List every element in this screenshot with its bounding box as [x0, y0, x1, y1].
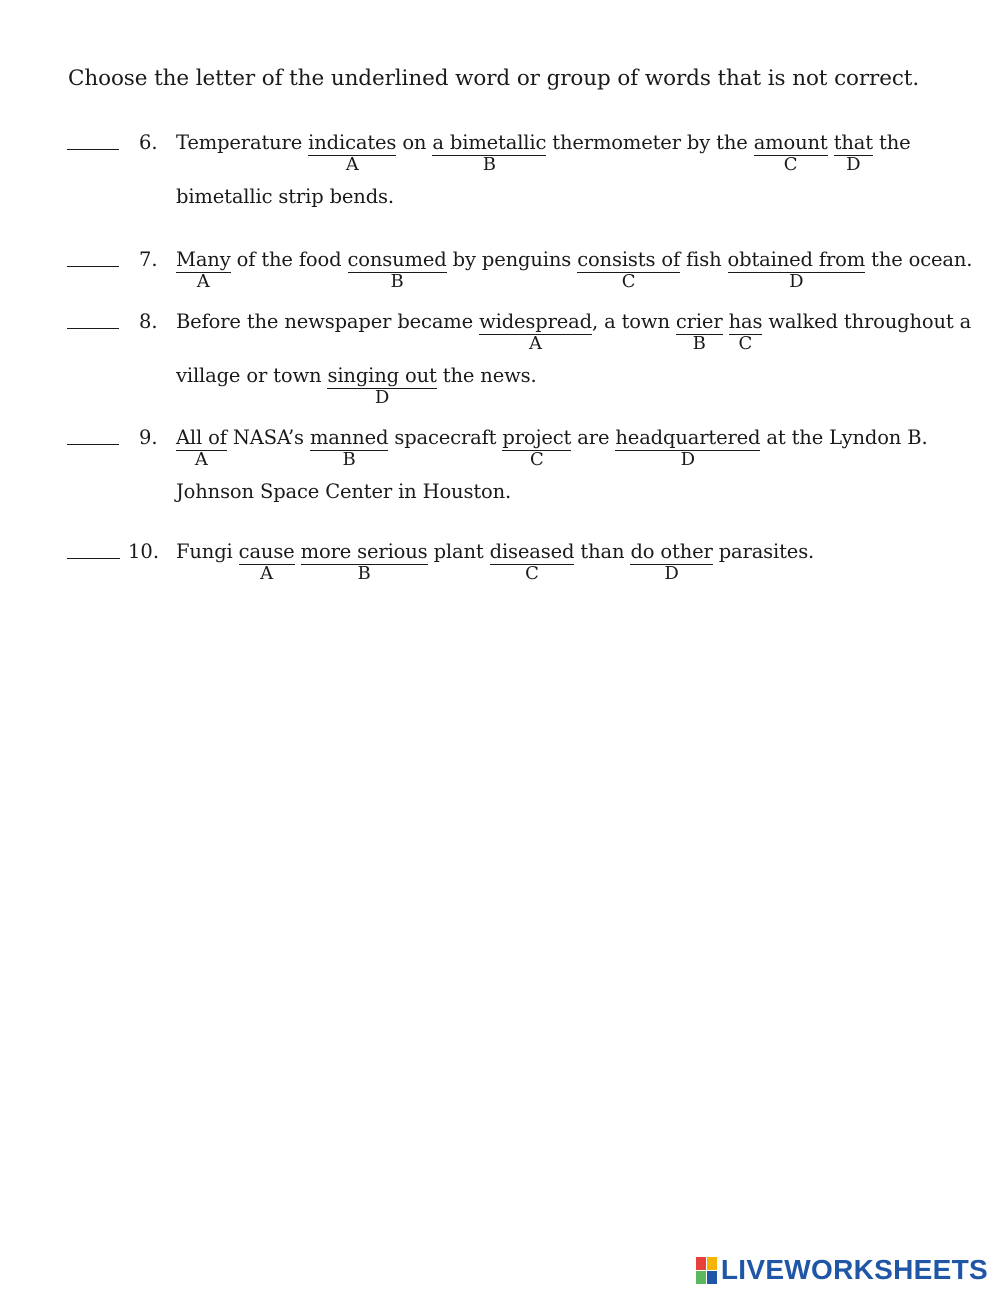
option-7-c: consists of C: [577, 248, 681, 292]
question-9-line-2: Johnson Space Center in Houston.: [176, 480, 512, 503]
option-10-d: do other D: [630, 540, 713, 584]
option-8-b: crier B: [675, 310, 723, 354]
option-8-c: has C: [728, 310, 763, 354]
option-8-a: widespread A: [479, 310, 592, 354]
option-10-b: more serious B: [300, 540, 428, 584]
question-number-10: 10.: [128, 540, 160, 563]
option-9-a: All of A: [176, 426, 227, 470]
answer-blank-6[interactable]: [67, 149, 119, 150]
option-9-b: manned B: [309, 426, 389, 470]
question-number-8: 8.: [139, 310, 158, 333]
liveworksheets-logo-icon: [696, 1257, 717, 1284]
option-7-a: Many A: [176, 248, 231, 292]
liveworksheets-logo-text: LIVEWORKSHEETS: [720, 1254, 988, 1285]
question-number-7: 7.: [139, 248, 158, 271]
option-9-d: headquartered D: [615, 426, 761, 470]
question-8-line-1: Before the newspaper became widespread A , a town crier B has C walked throughout a: [176, 310, 972, 354]
instructions-heading: Choose the letter of the underlined word or group of words that is not correct.: [68, 66, 920, 91]
option-6-d: that D: [833, 131, 873, 175]
option-10-a: cause A: [238, 540, 295, 584]
option-8-d: singing out D: [327, 364, 437, 408]
option-6-c: amount C: [753, 131, 828, 175]
question-number-9: 9.: [139, 426, 158, 449]
option-6-a: indicates A: [308, 131, 397, 175]
question-7-line-1: Many A of the food consumed B by penguins consists of C fish obtained from D the ocean.: [176, 248, 973, 292]
question-6-line-1: Temperature indicates A on a bimetallic B thermometer by the amount C that D the: [176, 131, 911, 175]
question-10-line-1: Fungi cause A more serious B plant diseased C than do other D parasites.: [176, 540, 815, 584]
option-7-d: obtained from D: [727, 248, 866, 292]
question-8-line-2: village or town singing out D the news.: [176, 364, 537, 408]
option-10-c: diseased C: [489, 540, 575, 584]
option-6-b: a bimetallic B: [432, 131, 547, 175]
liveworksheets-logo: [696, 1254, 988, 1286]
question-6-line-2: bimetallic strip bends.: [176, 185, 394, 208]
option-9-c: project C: [502, 426, 572, 470]
answer-blank-10[interactable]: [67, 558, 120, 559]
question-number-6: 6.: [139, 131, 158, 154]
answer-blank-7[interactable]: [67, 266, 119, 267]
question-9-line-1: All of A NASA’s manned B spacecraft project C are headquartered D at the Lyndon B.: [176, 426, 928, 470]
answer-blank-9[interactable]: [67, 444, 119, 445]
answer-blank-8[interactable]: [67, 328, 119, 329]
option-7-b: consumed B: [347, 248, 447, 292]
